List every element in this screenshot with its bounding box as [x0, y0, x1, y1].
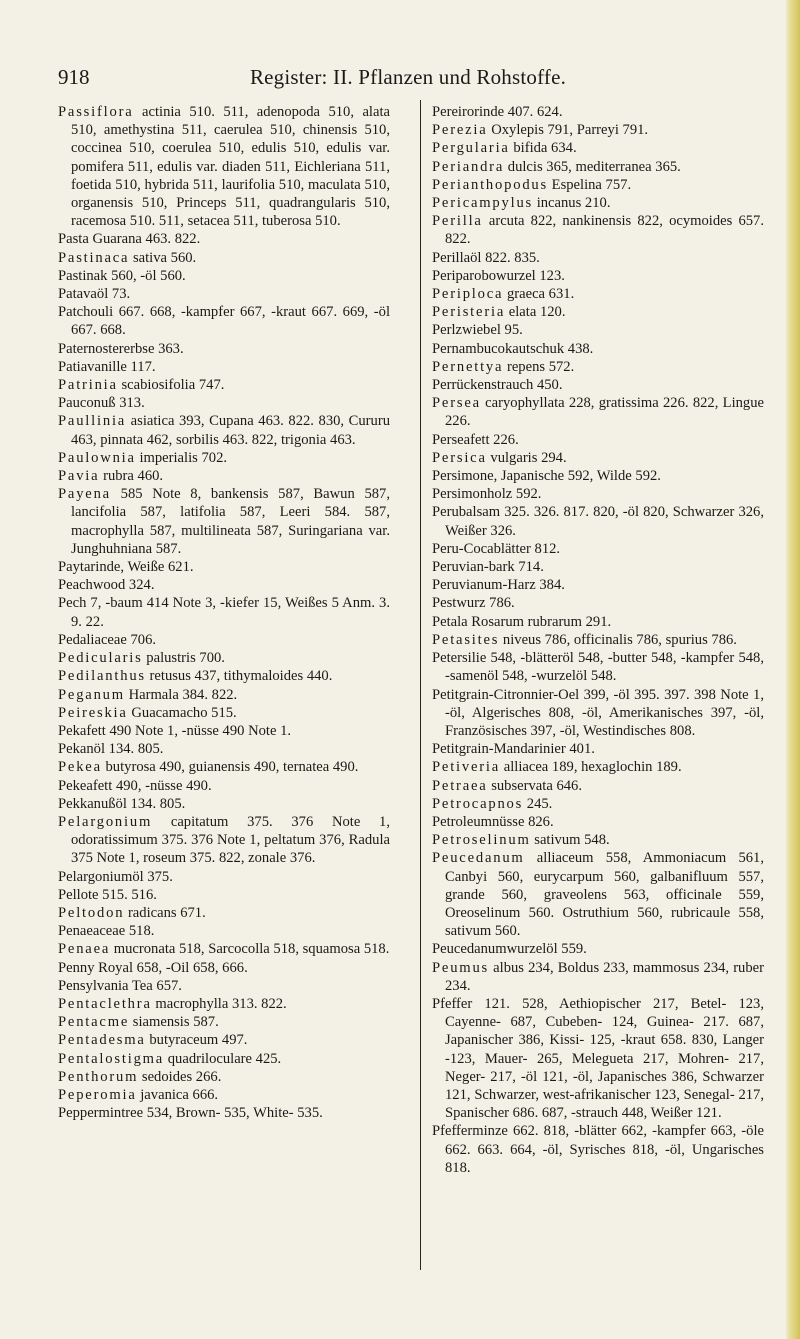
index-entry: [432, 212, 764, 248]
entry-text: radicans 671.: [124, 904, 206, 921]
index-entry: [432, 558, 764, 576]
entry-text: Pekkanußöl 134. 805.: [58, 795, 186, 812]
genus-name: Pericampylus: [432, 195, 534, 212]
entry-text: rubra 460.: [99, 468, 164, 485]
entry-text: Peruvian-bark 714.: [432, 559, 544, 576]
index-entry: [58, 704, 390, 722]
genus-name: Penaea: [58, 941, 111, 958]
entry-text: Pekafett 490 Note 1, -nüsse 490 Note 1.: [58, 722, 292, 739]
index-entry: [432, 267, 764, 285]
entry-text: Pellote 515. 516.: [58, 886, 157, 903]
genus-name: Paulownia: [58, 449, 136, 466]
index-entry: [432, 540, 764, 558]
page-number: 918: [58, 65, 90, 89]
entry-text: Pasta Guarana 463. 822.: [58, 231, 201, 248]
entry-text: subservata 646.: [487, 777, 582, 794]
entry-text: 585 Note 8, bankensis 587, Bawun 587, lancifolia 587, latifolia 587, Leeri 584. 587, macrophylla 587, multilineata 587, Suringariana var. Junghuhniana 587.: [71, 486, 390, 557]
index-entry: [432, 431, 764, 449]
index-entry: [432, 176, 764, 194]
entry-text: Perseafett 226.: [432, 431, 519, 448]
index-entry: [432, 194, 764, 212]
index-entry: [58, 1104, 390, 1122]
entry-text: albus 234, Boldus 233, mammosus 234, ruber 234.: [445, 959, 764, 994]
running-head: Register: II. Pflanzen und Rohstoffe.: [249, 65, 567, 89]
index-entry: [432, 376, 764, 394]
entry-text: Peruvianum-Harz 384.: [432, 577, 565, 594]
index-entry: [432, 121, 764, 139]
entry-text: 245.: [523, 795, 553, 812]
genus-name: Penthorum: [58, 1068, 139, 1085]
genus-name: Petroselinum: [432, 832, 531, 849]
entry-text: mucronata 518, Sarcocolla 518, squamosa 518.: [110, 941, 390, 958]
entry-text: scabiosifolia 747.: [117, 377, 225, 394]
entry-text: asiatica 393, Cupana 463. 822. 830, Cururu 463, pinnata 462, sorbilis 463. 822, trigonia 463.: [71, 413, 390, 448]
entry-text: Oxylepis 791, Parreyi 791.: [487, 122, 649, 139]
index-entry: [58, 922, 390, 940]
index-entry: [432, 813, 764, 831]
index-entry: [58, 1013, 390, 1031]
entry-text: Pedaliaceae 706.: [58, 631, 157, 648]
index-entry: [432, 959, 764, 995]
entry-text: imperialis 702.: [135, 449, 228, 466]
entry-text: Paternostererbse 363.: [58, 340, 184, 357]
index-entry: [432, 849, 764, 940]
genus-name: Persica: [432, 449, 487, 466]
index-entry: [432, 321, 764, 339]
genus-name: Pentadesma: [58, 1032, 146, 1049]
entry-text: Persimone, Japanische 592, Wilde 592.: [432, 468, 661, 485]
entry-text: repens 572.: [503, 358, 575, 375]
entry-text: javanica 666.: [136, 1086, 219, 1103]
index-entry: [58, 376, 390, 394]
genus-name: Peumus: [432, 959, 490, 976]
entry-text: Petitgrain-Citronnier-Oel 399, -öl 395. 397. 398 Note 1, -öl, Algerisches 808, -öl, Amerikanisches 397, -öl, Französisches 397, -öl, Westindisches 808.: [432, 686, 764, 739]
entry-text: Guacamacho 515.: [127, 704, 237, 721]
entry-text: alliaceum 558, Ammoniacum 561, Canbyi 560, eurycarpum 560, galbanifluum 557, grande 560, graveolens 563, officinale 559, Oreoselinum 560. Ostruthium 560, rubricaule 558, sativum 560.: [445, 850, 764, 940]
entry-text: Penaeaceae 518.: [58, 923, 155, 940]
entry-text: Persimonholz 592.: [432, 486, 542, 503]
index-entry: [432, 103, 764, 121]
index-entry: [432, 249, 764, 267]
entry-text: Pekanöl 134. 805.: [58, 741, 164, 758]
entry-text: Pereirorinde 407. 624.: [432, 104, 563, 120]
index-entry: [58, 940, 390, 958]
index-entry: [58, 686, 390, 704]
entry-text: Pernambucokautschuk 438.: [432, 340, 594, 357]
entry-text: quadriloculare 425.: [164, 1050, 282, 1067]
entry-text: Pekeafett 490, -nüsse 490.: [58, 777, 212, 794]
index-entry: [58, 740, 390, 758]
entry-text: dulcis 365, mediterranea 365.: [504, 158, 681, 175]
entry-text: Petitgrain-Mandarinier 401.: [432, 741, 595, 758]
index-entry: [58, 576, 390, 594]
index-entry: [432, 777, 764, 795]
index-entry: [432, 340, 764, 358]
entry-text: actinia 510. 511, adenopoda 510, alata 510, amethystina 511, caerulea 510, chinensis 510, coccinea 510, coerulea 510, edulis 510, edulis var. pomifera 511, edulis var. diaden 511, Eichleriana 511, foetida 510, hybrida 511, laurifolia 510, maculata 510, organensis 510, Princeps 511, quadrangularis 510, racemosa 510. 511, setacea 511, tuberosa 510.: [71, 104, 390, 230]
index-entry: [58, 594, 390, 630]
index-entry: [432, 485, 764, 503]
index-entry: [432, 795, 764, 813]
entry-text: arcuta 822, nankinensis 822, ocymoides 657. 822.: [445, 213, 764, 248]
entry-text: bifida 634.: [509, 140, 577, 157]
genus-name: Petiveria: [432, 759, 501, 776]
index-entry: [432, 594, 764, 612]
entry-text: Perrückenstrauch 450.: [432, 377, 563, 394]
index-entry: [58, 467, 390, 485]
genus-name: Pernettya: [432, 358, 504, 375]
index-entry: [432, 394, 764, 430]
index-entry: [58, 959, 390, 977]
entry-text: caryophyllata 228, gratissima 226. 822, Lingue 226.: [445, 395, 764, 430]
entry-text: retusus 437, tithymaloides 440.: [145, 668, 333, 685]
index-entry: [58, 1068, 390, 1086]
index-entry: [58, 904, 390, 922]
genus-name: Pentaclethra: [58, 995, 152, 1012]
genus-name: Petraea: [432, 777, 488, 794]
index-entry: [58, 722, 390, 740]
index-entry: [432, 995, 764, 1122]
index-entry: [58, 649, 390, 667]
index-entry: [58, 340, 390, 358]
entry-text: macrophylla 313. 822.: [151, 995, 287, 1012]
entry-text: Perlzwiebel 95.: [432, 322, 523, 339]
index-entry: [58, 795, 390, 813]
genus-name: Pentalostigma: [58, 1050, 165, 1067]
genus-name: Peristeria: [432, 304, 506, 321]
genus-name: Pentacme: [58, 1014, 130, 1031]
index-entry: [58, 394, 390, 412]
entry-text: Pastinak 560, -öl 560.: [58, 267, 186, 284]
index-entry: [58, 631, 390, 649]
index-entry: [58, 1031, 390, 1049]
entry-text: Harmala 384. 822.: [124, 686, 238, 703]
index-entry: [432, 631, 764, 649]
index-entry: [58, 358, 390, 376]
index-entry: [58, 230, 390, 248]
index-entry: [58, 813, 390, 868]
index-entry: [432, 686, 764, 741]
index-entry: [432, 613, 764, 631]
entry-text: Petroleumnüsse 826.: [432, 813, 554, 830]
index-entry: [58, 868, 390, 886]
index-entry: [58, 267, 390, 285]
index-entry: [58, 1086, 390, 1104]
entry-text: incanus 210.: [533, 195, 611, 212]
index-entry: [58, 449, 390, 467]
genus-name: Peperomia: [58, 1086, 137, 1103]
genus-name: Pekea: [58, 759, 102, 776]
index-entry: [432, 285, 764, 303]
index-column-right: [432, 103, 764, 1177]
index-entry: [58, 412, 390, 448]
entry-text: siamensis 587.: [129, 1014, 219, 1031]
entry-text: niveus 786, officinalis 786, spurius 786.: [499, 631, 737, 648]
genus-name: Peltodon: [58, 904, 125, 921]
genus-name: Patrinia: [58, 377, 118, 394]
entry-text: Pestwurz 786.: [432, 595, 515, 612]
index-entry: [58, 777, 390, 795]
entry-text: Pensylvania Tea 657.: [58, 977, 182, 994]
index-entry: [58, 977, 390, 995]
entry-text: Peucedanumwurzelöl 559.: [432, 941, 587, 958]
index-entry: [58, 995, 390, 1013]
entry-text: Peppermintree 534, Brown- 535, White- 535.: [58, 1105, 323, 1122]
genus-name: Periandra: [432, 158, 505, 175]
index-entry: [58, 485, 390, 558]
index-entry: [432, 831, 764, 849]
index-entry: [58, 886, 390, 904]
genus-name: Paullinia: [58, 413, 127, 430]
entry-text: Peachwood 324.: [58, 577, 155, 594]
index-entry: [58, 103, 390, 230]
index-entry: [432, 940, 764, 958]
entry-text: butyrosa 490, guianensis 490, ternatea 490.: [101, 759, 359, 776]
index-column-left: [58, 103, 390, 1122]
entry-text: graeca 631.: [503, 286, 575, 303]
genus-name: Peganum: [58, 686, 125, 703]
entry-text: Patiavanille 117.: [58, 358, 156, 375]
genus-name: Pergularia: [432, 140, 510, 157]
index-entry: [432, 303, 764, 321]
entry-text: sedoides 266.: [138, 1068, 222, 1085]
entry-text: Pfefferminze 662. 818, -blätter 662, -kampfer 663, -öle 662. 663. 664, -öl, Syrisches 818, -öl, Ungarisches 818.: [432, 1123, 764, 1176]
entry-text: Periparobowurzel 123.: [432, 267, 565, 284]
index-entry: [432, 139, 764, 157]
entry-text: Peru-Cocablätter 812.: [432, 540, 561, 557]
entry-text: Penny Royal 658, -Oil 658, 666.: [58, 959, 248, 976]
entry-text: Pech 7, -baum 414 Note 3, -kiefer 15, Weißes 5 Anm. 3. 9. 22.: [58, 595, 390, 630]
entry-text: Patchouli 667. 668, -kampfer 667, -kraut 667. 669, -öl 667. 668.: [58, 304, 390, 339]
entry-text: vulgaris 294.: [486, 449, 567, 466]
entry-text: Perillaöl 822. 835.: [432, 249, 540, 266]
page-header: [58, 62, 758, 92]
index-entry: [58, 1050, 390, 1068]
genus-name: Perezia: [432, 122, 488, 139]
entry-text: Petersilie 548, -blätteröl 548, -butter 548, -kampfer 548, -samenöl 548, -wurzelöl 548.: [432, 650, 764, 685]
index-entry: [432, 758, 764, 776]
index-entry: [432, 467, 764, 485]
index-entry: [432, 503, 764, 539]
genus-name: Pavia: [58, 468, 100, 485]
entry-text: alliacea 189, hexaglochin 189.: [500, 759, 682, 776]
entry-text: Petala Rosarum rubrarum 291.: [432, 613, 612, 630]
genus-name: Persea: [432, 395, 481, 412]
index-entry: [58, 303, 390, 339]
index-entry: [432, 358, 764, 376]
index-entry: [432, 740, 764, 758]
page-edge: [786, 0, 800, 1339]
genus-name: Pelargonium: [58, 813, 153, 830]
entry-text: sativum 548.: [530, 832, 610, 849]
entry-text: Pelargoniumöl 375.: [58, 868, 173, 885]
index-entry: [432, 158, 764, 176]
column-divider: [420, 100, 421, 1270]
entry-text: sativa 560.: [129, 249, 197, 266]
genus-name: Peucedanum: [432, 850, 525, 867]
genus-name: Periploca: [432, 286, 504, 303]
genus-name: Petasites: [432, 631, 500, 648]
genus-name: Pedicularis: [58, 650, 143, 667]
entry-text: palustris 700.: [142, 650, 225, 667]
entry-text: elata 120.: [505, 304, 566, 321]
genus-name: Perilla: [432, 213, 483, 230]
index-entry: [432, 649, 764, 685]
entry-text: Paytarinde, Weiße 621.: [58, 559, 194, 576]
genus-name: Perianthopodus: [432, 176, 548, 193]
index-entry: [432, 1122, 764, 1177]
genus-name: Payena: [58, 486, 111, 503]
entry-text: Patavaöl 73.: [58, 286, 131, 303]
entry-text: Pfeffer 121. 528, Aethiopischer 217, Betel- 123, Cayenne- 687, Cubeben- 124, Guinea- 217. 687, Japanischer 386, Kissi- 125, -kraut 658. 830, Langer -123, Mauer- 265, Melegueta 217, Mohren- 217, Neger- 217, -öl 121, -öl, Japanisches 386, Schwarzer 121, Schwarzer, west-afrikanischer 123, Senegal- 217, Spanischer 686. 687, -strauch 448, Weißer 121.: [432, 995, 764, 1122]
entry-text: capitatum 375. 376 Note 1, odoratissimum 375. 376 Note 1, peltatum 376, Radula 375 Note 1, roseum 375. 822, zonale 376.: [71, 813, 390, 867]
index-entry: [58, 249, 390, 267]
index-entry: [432, 449, 764, 467]
genus-name: Petrocapnos: [432, 795, 524, 812]
entry-text: Perubalsam 325. 326. 817. 820, -öl 820, Schwarzer 326, Weißer 326.: [432, 504, 764, 539]
genus-name: Peireskia: [58, 704, 128, 721]
index-entry: [58, 758, 390, 776]
index-entry: [432, 576, 764, 594]
index-entry: [58, 285, 390, 303]
genus-name: Passiflora: [58, 104, 134, 120]
entry-text: Espelina 757.: [548, 176, 632, 193]
genus-name: Pastinaca: [58, 249, 130, 266]
index-entry: [58, 558, 390, 576]
genus-name: Pedilanthus: [58, 668, 146, 685]
index-entry: [58, 667, 390, 685]
entry-text: butyraceum 497.: [145, 1032, 248, 1049]
entry-text: Pauconuß 313.: [58, 395, 145, 412]
